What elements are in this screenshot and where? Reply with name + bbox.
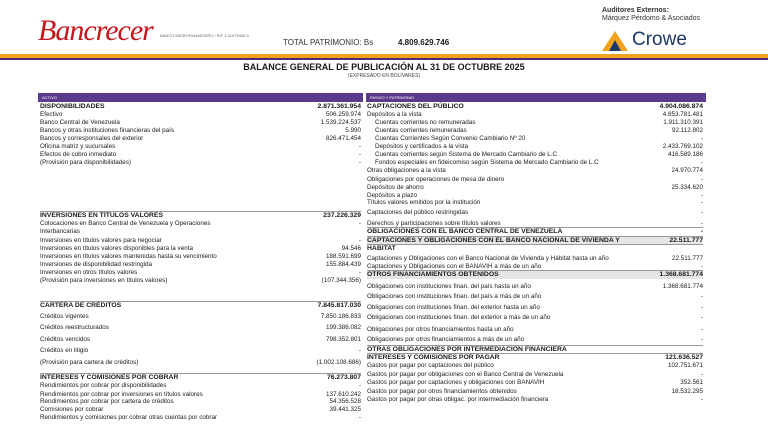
account-label: Obligaciones con instituciones finan. del exterior a más de un año: [367, 314, 551, 321]
account-value: -: [700, 336, 703, 343]
account-value: -: [358, 151, 361, 158]
account-value: 2.433.769.102: [662, 143, 703, 150]
account-label: Obligaciones con instituciones finan. del país a más de un año: [367, 293, 542, 300]
account-row: [40, 382, 361, 390]
account-value: -: [700, 159, 703, 166]
account-row: [40, 111, 361, 119]
section-separator: [367, 236, 703, 237]
assets-heading-bar: [38, 93, 363, 102]
account-label: Obligaciones con instituciones finan. del exterior hasta un año: [367, 304, 540, 311]
account-label: HÁBITAT: [367, 245, 396, 252]
account-label: Inversiones en títulos valores para negociar: [40, 237, 162, 244]
account-value: -: [358, 159, 361, 166]
account-value: 188.591.699: [325, 253, 361, 260]
account-value: -: [700, 304, 703, 311]
account-value: -: [358, 269, 361, 276]
account-value: -: [358, 143, 361, 150]
account-value: 22.511.777: [671, 255, 703, 262]
account-row: [367, 388, 703, 396]
account-value: 7.850.186.833: [320, 313, 361, 320]
section-row: [367, 245, 703, 253]
account-value: -: [700, 371, 703, 378]
account-value: -: [700, 220, 703, 227]
account-label: Rendimientos y comisiones por cobrar otras cuentas por cobrar: [40, 414, 218, 421]
account-value: 1.368.681.774: [659, 271, 703, 278]
account-value: -: [358, 220, 361, 227]
account-value: 102.751.671: [667, 362, 703, 369]
account-label: CAPTACIONES DEL PÚBLICO: [367, 103, 464, 110]
account-row: [40, 151, 361, 159]
page-title: BALANCE GENERAL DE PUBLICACIÓN AL 31 DE OCTUBRE 2025: [243, 62, 525, 72]
account-label: Cuentas corrientes según Sistema de Mercado Cambiario de L.C: [375, 151, 558, 158]
account-label: Gastos por pagar por captaciones del público: [367, 362, 494, 369]
account-value: 121.636.527: [665, 354, 703, 361]
account-label: Derechos y participaciones sobre títulos valores: [367, 220, 501, 227]
account-label: INVERSIONES EN TÍTULOS VALORES: [40, 212, 163, 219]
account-label: Depósitos de ahorro: [367, 184, 424, 191]
bancrecer-logo: Bancrecer: [38, 14, 153, 47]
account-row: [367, 396, 703, 404]
account-value: -: [700, 396, 703, 403]
account-row: [40, 269, 361, 277]
account-row: [367, 255, 703, 263]
section-row: [367, 354, 703, 362]
account-value: (107.344.356): [321, 277, 361, 284]
liabilities-heading: PASIVO Y PATRIMONIO: [370, 95, 415, 100]
section-row: [367, 103, 703, 111]
report-header: [0, 0, 768, 56]
crowe-logo-icon: [602, 31, 628, 51]
account-label: Cuentas corrientes no remuneradas: [375, 119, 476, 126]
crowe-brand: Crowe: [632, 29, 687, 50]
account-row: [40, 261, 361, 269]
account-value: 352.561: [680, 379, 703, 386]
account-value: 76.273.807: [326, 374, 361, 381]
section-row: [40, 374, 361, 382]
account-row: [367, 371, 703, 379]
account-label: Cuentas corrientes remuneradas: [375, 127, 467, 134]
account-row: [367, 127, 703, 135]
account-row: [367, 379, 703, 387]
account-label: Cuentas Corrientes Según Convenio Cambiario Nº 20: [375, 135, 526, 142]
account-value: -: [700, 326, 703, 333]
account-label: Gastos por pagar por captaciones y obligaciones con BANAVIH: [367, 379, 545, 386]
account-value: -: [700, 263, 703, 270]
total-patrimonio-value: 4.809.629.746: [398, 38, 450, 47]
auditors-name: Márquez Pérdomo & Asociados: [602, 15, 701, 22]
account-row: [367, 151, 703, 159]
account-value: -: [700, 209, 703, 216]
account-label: (Provisión para inversiones en títulos valores): [40, 277, 168, 284]
account-label: Inversiones en otros títulos valores: [40, 269, 138, 276]
account-label: Depósitos y certificados a la vista: [375, 143, 469, 150]
account-value: 25.334.620: [671, 184, 703, 191]
account-row: [367, 159, 703, 167]
section-separator: [367, 345, 703, 346]
account-label: Gastos por pagar por otras obligac. por intermediación financiera: [367, 396, 549, 403]
account-value: -: [700, 228, 703, 235]
account-row: [367, 199, 703, 207]
account-row: [40, 406, 361, 414]
section-separator: [367, 270, 703, 271]
account-row: [367, 314, 703, 322]
account-value: -: [700, 293, 703, 300]
section-separator: [40, 301, 361, 302]
account-label: Obligaciones por otros financiamientos a más de un año: [367, 336, 525, 343]
account-value: 1.539.224.537: [320, 119, 361, 126]
account-row: [367, 293, 703, 301]
account-row: [40, 127, 361, 135]
account-value: 137.610.242: [325, 391, 361, 398]
account-label: Captaciones y Obligaciones con el BANAVIH a más de un año: [367, 263, 542, 270]
account-row: [40, 313, 361, 321]
account-label: Inversiones de disponibilidad restringida: [40, 261, 153, 268]
auditors-label: Auditores Externos:: [602, 7, 669, 14]
account-row: [40, 237, 361, 245]
account-value: 2.871.361.954: [317, 103, 361, 110]
account-value: -: [358, 382, 361, 389]
account-label: Rendimientos por cobrar por inversiones en títulos valores: [40, 391, 203, 398]
account-label: Otras obligaciones a la vista: [367, 167, 446, 174]
account-label: Títulos valores emitidos por la institución: [367, 199, 481, 206]
account-label: Banco Central de Venezuela: [40, 119, 120, 126]
section-separator: [367, 353, 703, 354]
account-label: CARTERA DE CRÉDITOS: [40, 302, 122, 309]
account-value: 18.532.295: [671, 388, 703, 395]
account-label: Captaciones del público restringidas: [367, 209, 469, 216]
account-label: Bancos y corresponsales del exterior: [40, 135, 144, 142]
account-label: Inversiones en títulos valores mantenidas hasta su vencimiento: [40, 253, 217, 260]
account-value: 506.259.974: [325, 111, 361, 118]
account-label: Fondos especiales en fideicomiso según Sistema de Mercado Cambiario de L.C: [375, 159, 599, 166]
account-label: Bancos y otras instituciones financieras del país: [40, 127, 175, 134]
account-value: -: [358, 347, 361, 354]
account-value: 4.904.086.874: [659, 103, 703, 110]
account-value: 92.112.802: [671, 127, 703, 134]
assets-heading: ACTIVO: [42, 95, 57, 100]
account-label: INTERESES Y COMISIONES POR COBRAR: [40, 374, 179, 381]
account-value: -: [700, 192, 703, 199]
account-label: OBLIGACIONES CON EL BANCO CENTRAL DE VENEZUELA: [367, 228, 563, 235]
account-label: (Provisión para cartera de créditos): [40, 359, 139, 366]
account-value: 155.884.439: [325, 261, 361, 268]
account-label: OTRAS OBLIGACIONES POR INTERMEDIACIÓN FINANCIERA: [367, 346, 567, 353]
account-value: 24.970.774: [671, 167, 703, 174]
account-value: -: [358, 237, 361, 244]
account-label: Créditos reestructurados: [40, 324, 109, 331]
account-label: Créditos en litigio: [40, 347, 89, 354]
account-label: Comisiones por cobrar: [40, 406, 104, 413]
account-row: [40, 414, 361, 422]
account-row: [367, 362, 703, 370]
account-row: [367, 336, 703, 344]
account-row: [367, 304, 703, 312]
account-label: Oficina matriz y sucursales: [40, 143, 116, 150]
account-row: [40, 347, 361, 355]
account-label: INTERESES Y COMISIONES POR PAGAR: [367, 354, 500, 361]
section-separator: [40, 211, 361, 212]
account-row: [40, 336, 361, 344]
account-label: Depósitos a plazo: [367, 192, 418, 199]
section-separator: [367, 227, 703, 228]
page-subtitle: (EXPRESADO EN BOLÍVARES): [347, 73, 421, 79]
account-row: [367, 143, 703, 151]
account-row: [40, 245, 361, 253]
account-label: Captaciones y Obligaciones con el Banco Nacional de Vivienda y Hábitat hasta un año: [367, 255, 609, 262]
account-label: Gastos por pagar por obligaciones con el Banco Central de Venezuela: [367, 371, 564, 378]
account-row: [40, 324, 361, 332]
section-row: [367, 271, 703, 279]
account-label: Efectos de cobro inmediato: [40, 151, 117, 158]
account-value: 237.226.329: [323, 212, 361, 219]
account-value: 199.386.082: [325, 324, 361, 331]
account-label: Obligaciones con instituciones finan. del país hasta un año: [367, 283, 531, 290]
account-value: -: [700, 199, 703, 206]
account-label: Depósitos a la vista: [367, 111, 422, 118]
account-row: [367, 283, 703, 291]
account-value: 1.368.681.774: [662, 283, 703, 290]
account-label: Obligaciones por otros financiamientos hasta un año: [367, 326, 514, 333]
account-row: [40, 159, 361, 167]
account-value: -: [700, 314, 703, 321]
account-label: Rendimientos por cobrar por disponibilidades: [40, 382, 167, 389]
account-label: Créditos vigentes: [40, 313, 89, 320]
section-separator: [40, 373, 361, 374]
account-value: 826.471.454: [325, 135, 361, 142]
account-label: Efectivo: [40, 111, 63, 118]
account-row: [40, 135, 361, 143]
account-row: [367, 167, 703, 175]
liabilities-heading-bar: [366, 93, 706, 102]
account-row: [367, 135, 703, 143]
account-value: 798.352.801: [325, 336, 361, 343]
account-label: Rendimientos por cobrar por cartera de créditos: [40, 398, 174, 405]
account-label: Créditos vencidos: [40, 336, 91, 343]
section-row: [40, 103, 361, 111]
account-row: [40, 253, 361, 261]
account-value: 39.441.325: [329, 406, 361, 413]
account-label: Gastos por pagar por otros financiamientos obtenidos: [367, 388, 517, 395]
account-label: Colocaciones en Banco Central de Venezuela y Operaciones: [40, 220, 211, 227]
account-row: [367, 209, 703, 217]
account-label: Inversiones en títulos valores disponibles para la venta: [40, 245, 193, 252]
account-label: (Provisión para disponibilidades): [40, 159, 132, 166]
account-row: [40, 277, 361, 285]
account-row: [367, 176, 703, 184]
account-row: [40, 220, 361, 228]
account-row: [367, 119, 703, 127]
account-value: 5.990: [345, 127, 361, 134]
account-value: -: [358, 414, 361, 421]
account-value: -: [700, 135, 703, 142]
account-row: [367, 184, 703, 192]
section-row: [40, 302, 361, 310]
account-value: 1.911.310.391: [663, 119, 703, 126]
section-row: [40, 212, 361, 220]
account-value: -: [700, 176, 703, 183]
section-row: [367, 228, 703, 236]
account-label: OTROS FINANCIAMIENTOS OBTENIDOS: [367, 271, 499, 278]
account-label: DISPONIBILIDADES: [40, 103, 105, 110]
account-row: [367, 111, 703, 119]
section-separator: [367, 244, 703, 245]
header-divider-purple: [0, 58, 768, 60]
account-row: [40, 143, 361, 151]
account-value: 54.356.528: [329, 398, 361, 405]
account-value: 4.853.781.481: [662, 111, 703, 118]
account-label: Interbancarias: [40, 228, 80, 235]
account-value: 22.511.777: [669, 237, 703, 244]
account-row: [367, 326, 703, 334]
account-value: 7.845.817.030: [317, 302, 361, 309]
logo-subtitle: BANCO MICROFINANCIERO / RIF J-31079400-9: [160, 33, 249, 38]
account-row: [40, 119, 361, 127]
account-label: Obligaciones por operaciones de mesa de dinero: [367, 176, 505, 183]
account-label: CAPTACIONES Y OBLIGACIONES CON EL BANCO NACIONAL DE VIVIENDA Y: [367, 237, 620, 244]
account-row: [40, 359, 361, 367]
account-value: 416.589.186: [667, 151, 703, 158]
account-value: (1.002.108.686): [316, 359, 361, 366]
account-row: [40, 228, 361, 236]
account-value: 94.546: [341, 245, 361, 252]
account-row: [40, 398, 361, 406]
total-patrimonio-label: TOTAL PATRIMONIO: Bs: [283, 38, 374, 47]
